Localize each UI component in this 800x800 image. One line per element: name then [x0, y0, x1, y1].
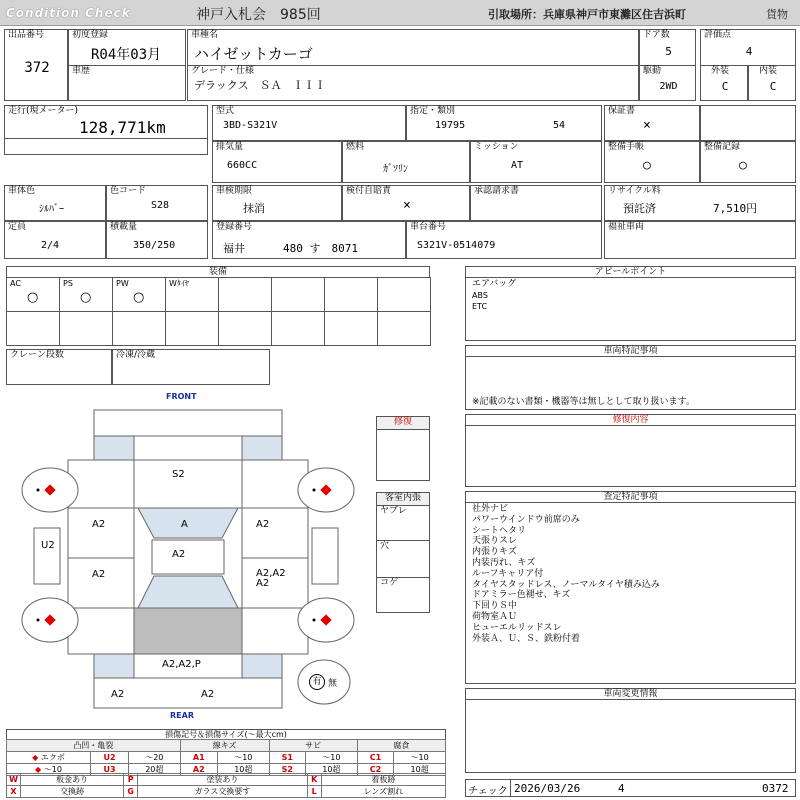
color-code-cell: 色コード S28 [106, 185, 208, 221]
mark-a2-rear-left: A2 [111, 689, 125, 700]
crane-cell: クレーン段数 [6, 349, 112, 385]
mark-a2-right-mid: A2,A2 A2 [256, 568, 286, 589]
assessment-line: シートヘタリ [472, 525, 527, 536]
equipment-cell [218, 277, 272, 312]
appeal-title: アピールポイント [465, 266, 796, 278]
welfare-cell: 福祉車両 [604, 221, 796, 259]
mission-cell: ミッション AT [470, 141, 602, 183]
code-cell: W [7, 774, 21, 786]
equipment-mark: ○ [133, 290, 145, 305]
legend-group: 腐食 [357, 740, 445, 752]
legend-code-table [6, 773, 446, 798]
assessment-line: ヒューエルリッドスレ [472, 622, 562, 633]
equipment-label: PW [116, 279, 129, 288]
repair-box-title: 修復 [376, 416, 430, 430]
rear-label: REAR [170, 711, 194, 720]
legend-cell: C1 [357, 752, 394, 764]
equipment-cell [324, 277, 378, 312]
capacity-cell: 定員 2/4 [4, 221, 106, 259]
change-info-title: 車両変更情報 [465, 688, 796, 700]
legend-cell: C2 [357, 764, 394, 776]
legend-cell: 10超 [394, 764, 446, 776]
refrig-cell: 冷凍/冷蔵 [112, 349, 270, 385]
score: 4 [745, 45, 753, 58]
assessment-line: ルーフキャリア付 [472, 568, 544, 579]
code-cell: ガラス交換要す [138, 786, 307, 798]
legend-damage-table [6, 739, 446, 776]
code-cell: 塗装あり [138, 774, 307, 786]
maint-record-cell: 整備記録 ○ [700, 141, 796, 183]
equipment-cell [324, 311, 378, 346]
assessment-title: 査定特記事項 [465, 491, 796, 503]
special-box [465, 356, 796, 410]
equipment-cell [165, 311, 219, 346]
category-label: 貨物 [766, 8, 788, 21]
legend-title: 損傷記号＆損傷サイズ(〜最大cm) [6, 729, 446, 740]
recycle-cell: リサイクル料 預託済 7,510円 [604, 185, 796, 221]
mileage-cell: 走行(現メーター) 128,771km [4, 105, 208, 155]
car-name-cell: 車種名 ハイゼットカーゴ [187, 29, 639, 66]
cabin-item-tear: ヤブレ [376, 505, 430, 541]
assessment-line: ドアミラー色褪せ、キズ [472, 590, 571, 601]
legend-cell: 〜20 [128, 752, 180, 764]
mark-a2-left-front: A2 [92, 519, 106, 530]
load-cell: 積載量 350/250 [106, 221, 208, 259]
appeal-box [465, 277, 796, 341]
equipment-grid [6, 277, 430, 345]
pickup-location: 引取場所：兵庫県神戸市東灘区住吉浜町 [488, 8, 686, 21]
equipment-title: 装備 [6, 266, 430, 278]
assessment-line: 下回りＳ中 [472, 601, 518, 612]
check-bar [465, 779, 796, 797]
legend-group: サビ [269, 740, 357, 752]
legend-cell: ◆ エクボ [7, 752, 91, 764]
first-reg: R04年03月 [91, 47, 162, 63]
cabin-title: 客室内張 [376, 492, 430, 506]
auction-title: 神戸入札会 985回 [196, 7, 321, 23]
legend-cell: 〜10 [306, 752, 358, 764]
first-reg-cell: 初度登録 R04年03月 [68, 29, 186, 66]
legend-cell: A2 [180, 764, 217, 776]
legend-cell: A1 [180, 752, 217, 764]
equipment-label: PS [63, 279, 73, 288]
code-cell: L [307, 786, 321, 798]
code-cell: X [7, 786, 21, 798]
change-info-box [465, 699, 796, 773]
lot-number: 372 [24, 60, 50, 76]
self-inspection-cell: 検付自賠責 × [342, 185, 470, 221]
mark-a-hood: A [181, 519, 188, 530]
legend-cell: 20超 [128, 764, 180, 776]
check-num: 4 [618, 782, 625, 795]
legend-cell: ◆ 〜10 [7, 764, 91, 776]
assessment-line: 外装Ａ、Ｕ、Ｓ、鉄粉付着 [472, 633, 581, 644]
cabin-item-hole: 穴 [376, 540, 430, 578]
code-cell: G [124, 786, 138, 798]
equipment-cell [6, 311, 60, 346]
equipment-label: AC [10, 279, 21, 288]
appeal-line-0: エアバッグ [472, 279, 517, 289]
equipment-cell [271, 277, 325, 312]
equipment-cell [218, 311, 272, 346]
exterior-cell: 外装 C [700, 65, 748, 101]
equipment-cell [377, 311, 431, 346]
legend-cell: 10超 [217, 764, 269, 776]
approval-cell: 承認請求書 [470, 185, 602, 221]
chassis-cell: 車台番号 S321V-0514079 [406, 221, 602, 259]
legend-cell: 10超 [306, 764, 358, 776]
assessment-box [465, 502, 796, 684]
grade-cell: グレード・仕様 デラックス ＳＡ ＩＩＩ [187, 65, 639, 101]
legend-group: 凸凹・亀裂 [7, 740, 181, 752]
doors-cell: ドア数 5 [639, 29, 696, 66]
legend-cell: S1 [269, 752, 305, 764]
equipment-cell [112, 277, 166, 312]
score-cell: 評価点 4 [700, 29, 796, 66]
special-title: 車両特記事項 [465, 345, 796, 357]
equipment-cell [59, 311, 113, 346]
mileage-divider [5, 138, 207, 139]
equipment-cell [59, 277, 113, 312]
equipment-cell [6, 277, 60, 312]
condition-check-title: Condition Check [6, 6, 131, 20]
legend-group: 線キズ [180, 740, 269, 752]
color-cell: 車体色 ｼﾙﾊﾞｰ [4, 185, 106, 221]
equipment-mark: ○ [27, 290, 39, 305]
legend-cell: 〜10 [217, 752, 269, 764]
inspection-cell: 車検期限 抹消 [212, 185, 342, 221]
legend-cell: S2 [269, 764, 305, 776]
car-name: ハイゼットカーゴ [194, 45, 313, 63]
mileage: 128,771km [79, 118, 166, 137]
assessment-line: パワーウインドウ前席のみ [472, 514, 580, 525]
maint-book-cell: 整備手帳 ○ [604, 141, 700, 183]
code-cell: 交換跡 [21, 786, 124, 798]
assessment-line: タイヤスタッドレス、ノーマルタイヤ積み込み [472, 579, 660, 590]
mark-u2: U2 [41, 540, 55, 551]
spare-tire-none: 無 [328, 679, 338, 689]
check-code: 0372 [762, 782, 789, 795]
equipment-cell [377, 277, 431, 312]
appeal-line-1: ABS [472, 291, 488, 300]
grade: デラックス ＳＡ ＩＩＩ [194, 79, 326, 92]
legend-cell: 〜10 [394, 752, 446, 764]
check-date: 2026/03/26 [514, 782, 581, 795]
history-cell: 車歴 [68, 65, 186, 101]
warranty-extra-cell [700, 105, 796, 141]
code-cell: P [124, 774, 138, 786]
check-label: チェック [468, 786, 508, 797]
assessment-line: 天張りスレ [472, 536, 518, 547]
repair-content-box [465, 425, 796, 487]
warranty-cell: 保証書 × [604, 105, 700, 141]
mark-a2-right-front: A2 [256, 519, 270, 530]
equipment-label: Wﾀｲﾔ [169, 279, 189, 288]
repair-box [376, 429, 430, 481]
assessment-line: 内張りキズ [472, 547, 517, 558]
equipment-cell [112, 311, 166, 346]
assessment-line: 内装汚れ、キズ [472, 558, 536, 568]
code-cell: K [307, 774, 321, 786]
mark-s2: S2 [172, 469, 185, 480]
special-note: ※記載のない書類・機器等は無しとして取り扱います。 [472, 397, 695, 407]
legend-cell: U3 [90, 764, 128, 776]
code-cell: 着板跡 [321, 774, 445, 786]
front-label: FRONT [166, 392, 197, 401]
drive-cell: 駆動 2WD [639, 65, 696, 101]
cabin-item-burn: コゲ [376, 577, 430, 613]
assessment-line: 社外ナビ [472, 504, 509, 514]
equipment-cell [271, 311, 325, 346]
appeal-line-2: ETC [472, 302, 488, 311]
repair-content-title: 修復内容 [465, 414, 796, 426]
model-cell: 型式 3BD-S321V [212, 105, 406, 141]
fuel-cell: 燃料 ｶﾞｿﾘﾝ [342, 141, 470, 183]
legend-cell: U2 [90, 752, 128, 764]
equipment-cell [165, 277, 219, 312]
code-cell: レンズ割れ [321, 786, 445, 798]
interior-cell: 内装 C [748, 65, 796, 101]
equipment-mark: ○ [80, 290, 92, 305]
displacement-cell: 排気量 660CC [212, 141, 342, 183]
mark-a2-rear-right: A2 [201, 689, 215, 700]
mark-a2p: A2,A2,P [162, 659, 201, 670]
plate-cell: 登録番号 福井 480 す 8071 [212, 221, 406, 259]
mark-a2-left-mid: A2 [92, 569, 106, 580]
lot-cell: 出品番号 372 [4, 29, 68, 101]
code-cell: 板金あり [21, 774, 124, 786]
mark-a2-center: A2 [172, 549, 186, 560]
assessment-line: 荷物室ＡＵ [472, 612, 518, 622]
designation-cell: 指定・類別 19795 54 [406, 105, 602, 141]
spare-tire-yes: 有 [309, 674, 325, 690]
